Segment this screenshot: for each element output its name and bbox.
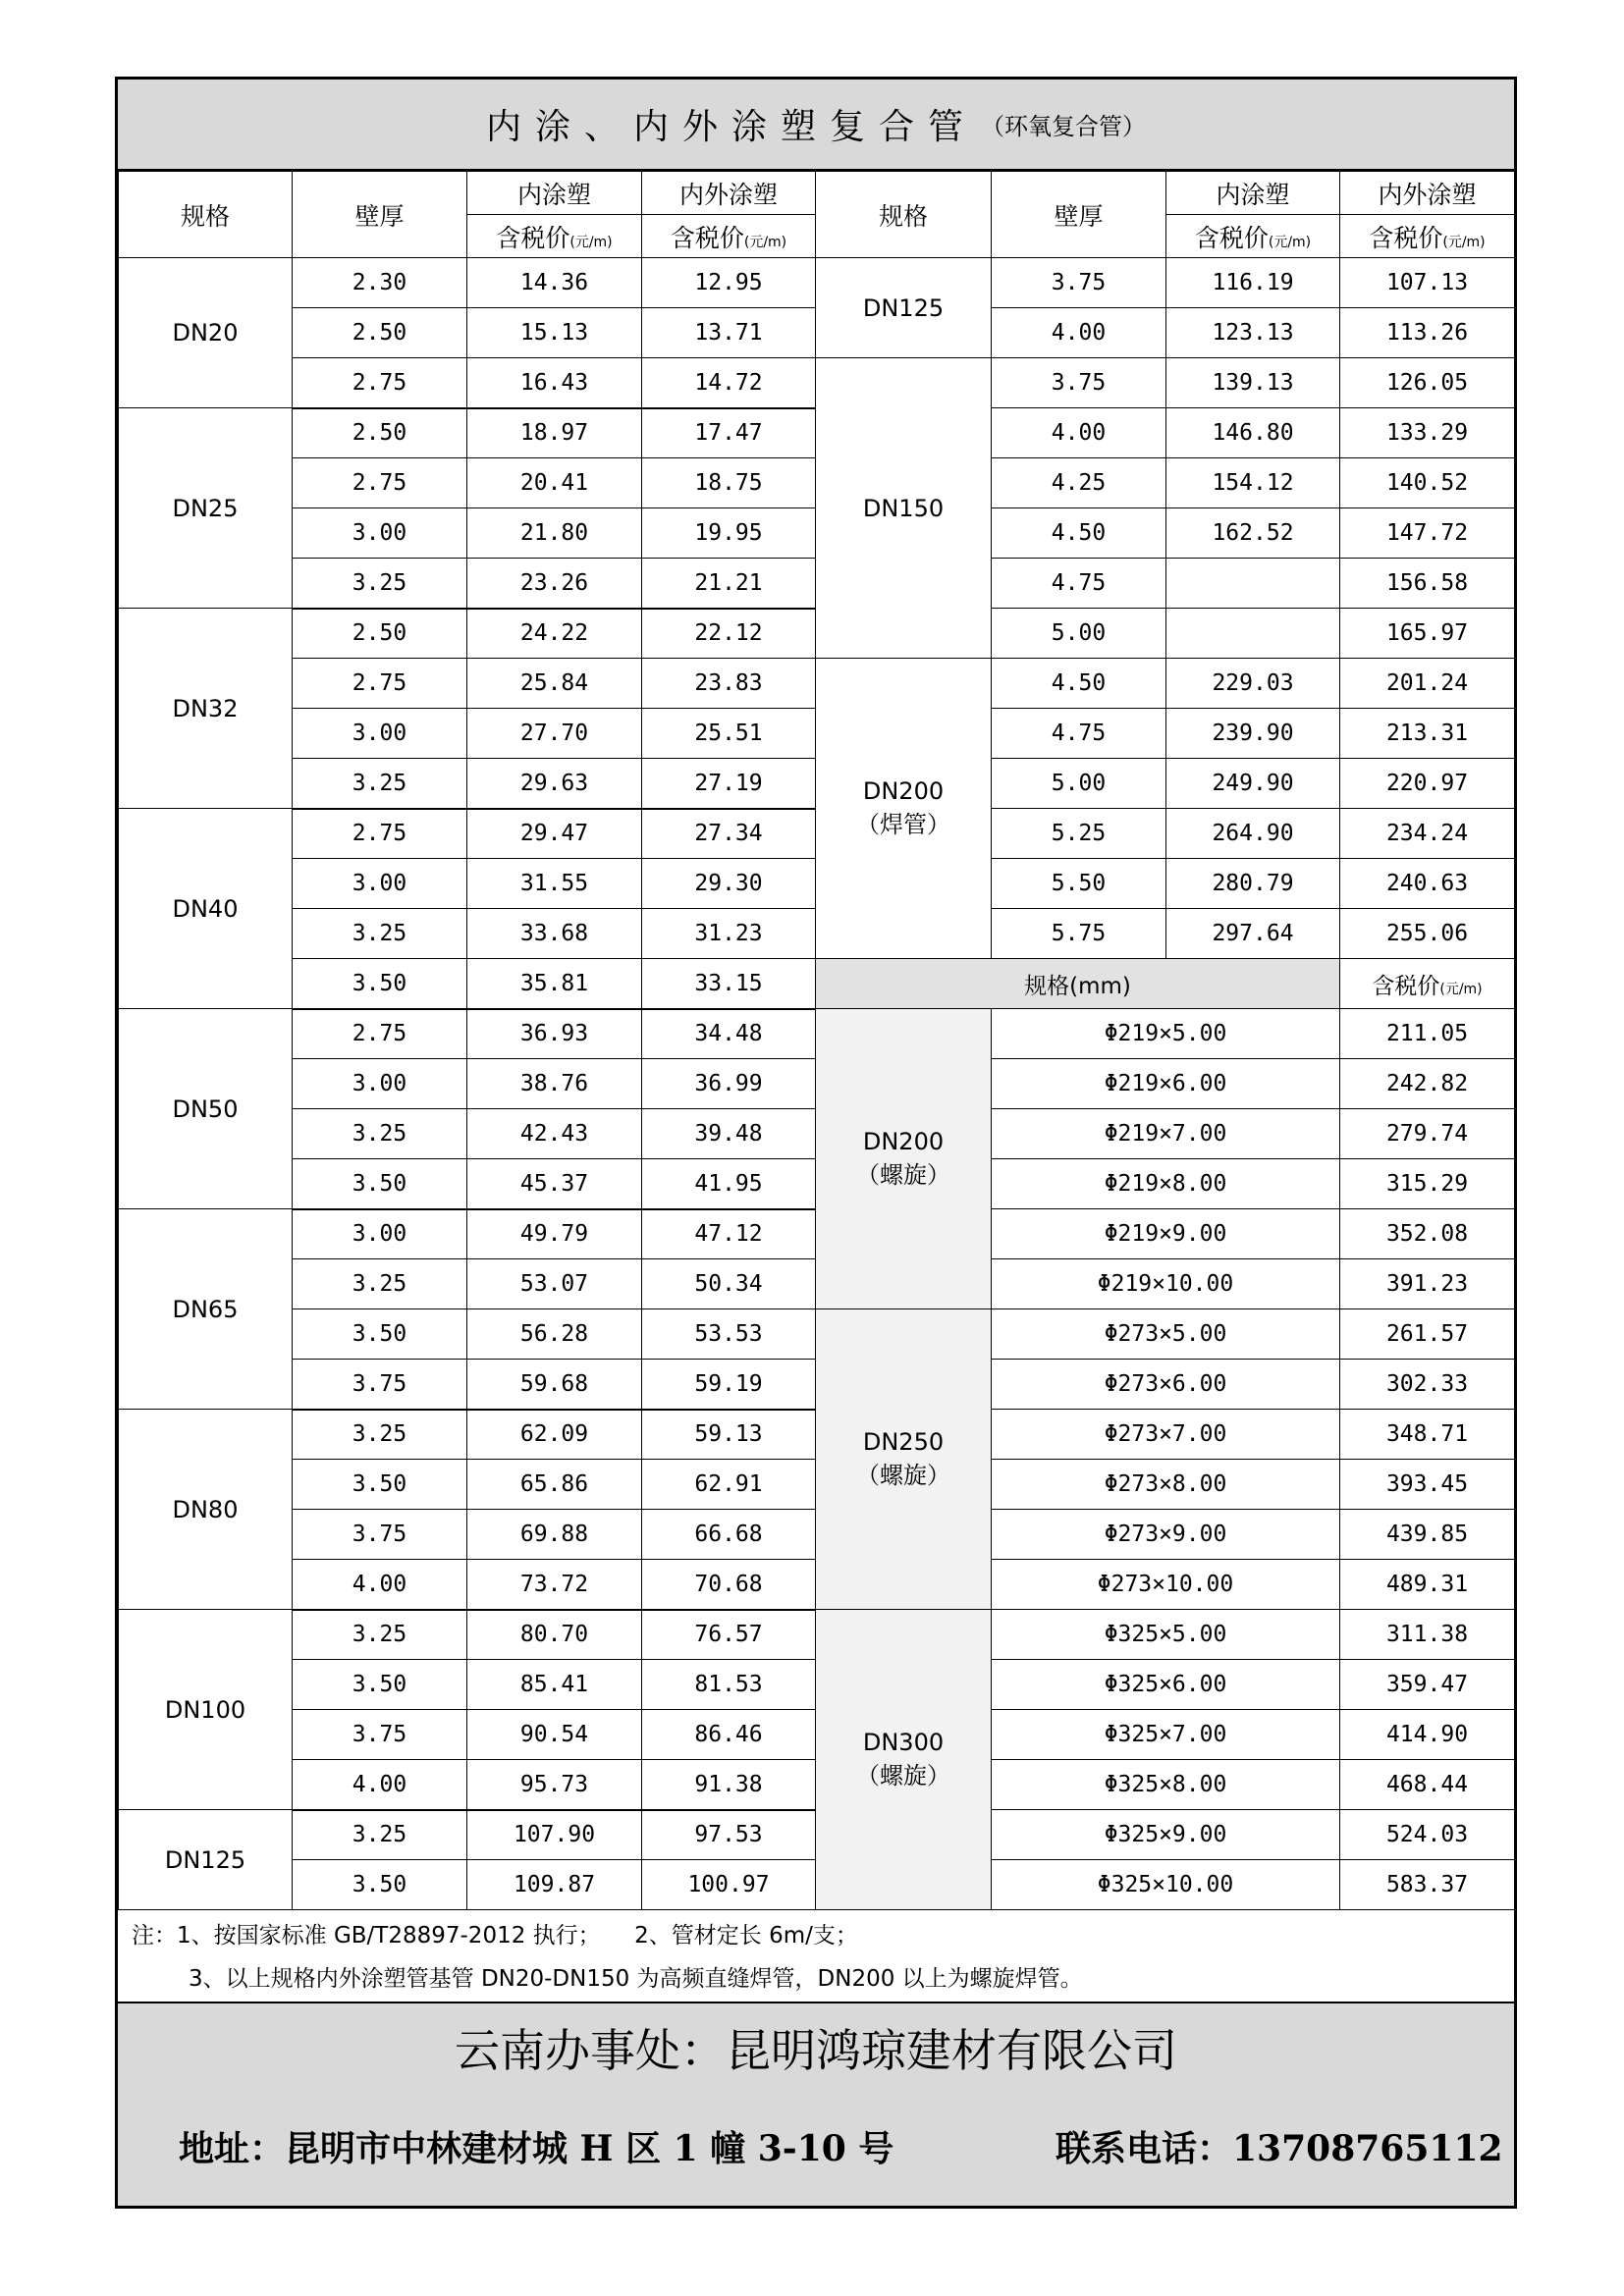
price-inner: 139.13 <box>1166 358 1340 408</box>
header-price-unit: (元/m) <box>743 234 787 250</box>
price: 414.90 <box>1340 1710 1515 1760</box>
wall-thickness: 2.50 <box>293 408 467 458</box>
price-inner: 25.84 <box>467 659 642 709</box>
pipe-spec: Φ273×8.00 <box>992 1460 1340 1510</box>
wall-thickness: 3.25 <box>293 1259 467 1309</box>
price-inner-outer: 147.72 <box>1340 508 1515 559</box>
price-inner-outer: 234.24 <box>1340 809 1515 859</box>
group-label: DN125 <box>816 258 992 358</box>
notes <box>118 1914 1514 2002</box>
wall-thickness: 3.75 <box>992 358 1166 408</box>
price-table <box>118 171 1515 1910</box>
price-inner: 229.03 <box>1166 659 1340 709</box>
price-inner: 29.63 <box>467 759 642 809</box>
price-inner: 14.36 <box>467 258 642 308</box>
pipe-spec: Φ273×6.00 <box>992 1360 1340 1410</box>
wall-thickness: 3.50 <box>293 1309 467 1360</box>
price-inner: 297.64 <box>1166 909 1340 959</box>
wall-thickness: 2.30 <box>293 258 467 308</box>
wall-thickness: 3.50 <box>293 1460 467 1510</box>
price-inner: 65.86 <box>467 1460 642 1510</box>
header-price-label: 含税价 <box>1372 973 1440 999</box>
price: 242.82 <box>1340 1059 1515 1109</box>
wall-thickness: 4.75 <box>992 709 1166 759</box>
wall-thickness: 4.00 <box>992 408 1166 458</box>
group-label: DN40 <box>119 809 293 1009</box>
company-phone: 联系电话：13708765112 <box>1056 2128 1503 2169</box>
wall-thickness: 5.00 <box>992 759 1166 809</box>
price-inner: 42.43 <box>467 1109 642 1159</box>
pipe-spec: Φ273×10.00 <box>992 1560 1340 1610</box>
price-inner: 107.90 <box>467 1810 642 1860</box>
price-inner: 123.13 <box>1166 308 1340 358</box>
price-inner: 16.43 <box>467 358 642 408</box>
header-price <box>1340 959 1515 1009</box>
price-inner: 249.90 <box>1166 759 1340 809</box>
price: 489.31 <box>1340 1560 1515 1610</box>
price-inner: 24.22 <box>467 609 642 659</box>
pipe-spec: Φ325×7.00 <box>992 1710 1340 1760</box>
table-row <box>119 959 1515 1009</box>
price-inner-outer: 23.83 <box>642 659 816 709</box>
price-inner: 18.97 <box>467 408 642 458</box>
wall-thickness: 3.00 <box>293 1209 467 1259</box>
group-label: DN50 <box>119 1009 293 1209</box>
price-inner-outer: 165.97 <box>1340 609 1515 659</box>
pipe-spec: Φ219×9.00 <box>992 1209 1340 1259</box>
wall-thickness: 5.75 <box>992 909 1166 959</box>
price-inner-outer: 31.23 <box>642 909 816 959</box>
header-price-label: 含税价 <box>1369 223 1443 252</box>
price-inner-outer: 41.95 <box>642 1159 816 1209</box>
wall-thickness: 2.75 <box>293 809 467 859</box>
price-inner: 59.68 <box>467 1360 642 1410</box>
pipe-spec: Φ219×6.00 <box>992 1059 1340 1109</box>
price-inner: 35.81 <box>467 959 642 1009</box>
price-inner: 116.19 <box>1166 258 1340 308</box>
price-inner: 95.73 <box>467 1760 642 1810</box>
wall-thickness: 4.50 <box>992 659 1166 709</box>
price-inner: 56.28 <box>467 1309 642 1360</box>
table-row <box>119 1610 1515 1660</box>
wall-thickness: 3.50 <box>293 1159 467 1209</box>
price-inner-outer: 29.30 <box>642 859 816 909</box>
footer <box>118 2002 1514 2206</box>
wall-thickness: 3.00 <box>293 1059 467 1109</box>
group-label: DN80 <box>119 1410 293 1610</box>
company-name: 云南办事处：昆明鸿琼建材有限公司 <box>455 2024 1177 2077</box>
price-inner-outer: 59.19 <box>642 1360 816 1410</box>
price-inner: 69.88 <box>467 1510 642 1560</box>
price: 359.47 <box>1340 1660 1515 1710</box>
wall-thickness: 3.25 <box>293 759 467 809</box>
header-wall: 壁厚 <box>992 172 1166 258</box>
price-inner-outer: 240.63 <box>1340 859 1515 909</box>
table-row <box>119 1009 1515 1059</box>
note-line-2: 3、以上规格内外涂塑管基管 DN20-DN150 为高频直缝焊管，DN200 以上为螺旋焊管。 <box>189 1966 1083 1992</box>
group-label: DN200 （螺旋） <box>816 1009 992 1309</box>
header-inner-outer: 内外涂塑 <box>642 172 816 215</box>
price-inner: 80.70 <box>467 1610 642 1660</box>
price-inner-outer: 201.24 <box>1340 659 1515 709</box>
price-inner-outer: 220.97 <box>1340 759 1515 809</box>
price-inner-outer: 140.52 <box>1340 458 1515 508</box>
price-inner: 36.93 <box>467 1009 642 1059</box>
price-inner: 21.80 <box>467 508 642 559</box>
wall-thickness: 4.00 <box>293 1560 467 1610</box>
price: 393.45 <box>1340 1460 1515 1510</box>
price-inner-outer: 62.91 <box>642 1460 816 1510</box>
header-price-unit: (元/m) <box>569 234 613 250</box>
pipe-spec: Φ273×9.00 <box>992 1510 1340 1560</box>
price-inner-outer: 22.12 <box>642 609 816 659</box>
wall-thickness: 3.25 <box>293 1410 467 1460</box>
price-inner-outer: 27.19 <box>642 759 816 809</box>
price-inner-outer: 13.71 <box>642 308 816 358</box>
price-inner: 49.79 <box>467 1209 642 1259</box>
header-price <box>467 215 642 258</box>
price-inner: 162.52 <box>1166 508 1340 559</box>
price-inner-outer: 81.53 <box>642 1660 816 1710</box>
pipe-spec: Φ219×10.00 <box>992 1259 1340 1309</box>
pipe-spec: Φ219×7.00 <box>992 1109 1340 1159</box>
wall-thickness: 4.00 <box>293 1760 467 1810</box>
price: 439.85 <box>1340 1510 1515 1560</box>
header-inner-outer: 内外涂塑 <box>1340 172 1515 215</box>
price-inner: 62.09 <box>467 1410 642 1460</box>
pipe-spec: Φ219×8.00 <box>992 1159 1340 1209</box>
price-inner-outer: 100.97 <box>642 1860 816 1910</box>
title-band <box>118 80 1514 171</box>
table-row <box>119 659 1515 709</box>
price-inner: 27.70 <box>467 709 642 759</box>
price: 261.57 <box>1340 1309 1515 1360</box>
wall-thickness: 3.50 <box>293 959 467 1009</box>
group-label: DN32 <box>119 609 293 809</box>
price-inner: 20.41 <box>467 458 642 508</box>
wall-thickness: 3.00 <box>293 709 467 759</box>
price: 311.38 <box>1340 1610 1515 1660</box>
price-inner-outer: 12.95 <box>642 258 816 308</box>
price-inner-outer: 21.21 <box>642 559 816 609</box>
pipe-spec: Φ325×8.00 <box>992 1760 1340 1810</box>
wall-thickness: 3.75 <box>293 1510 467 1560</box>
group-label: DN25 <box>119 408 293 609</box>
pipe-spec: Φ273×7.00 <box>992 1410 1340 1460</box>
price-inner: 264.90 <box>1166 809 1340 859</box>
pipe-spec: Φ273×5.00 <box>992 1309 1340 1360</box>
price-inner-outer: 50.34 <box>642 1259 816 1309</box>
wall-thickness: 5.25 <box>992 809 1166 859</box>
price-inner-outer: 91.38 <box>642 1760 816 1810</box>
header-price <box>642 215 816 258</box>
price-inner <box>1166 559 1340 609</box>
price: 391.23 <box>1340 1259 1515 1309</box>
price-inner-outer: 27.34 <box>642 809 816 859</box>
header-inner: 内涂塑 <box>467 172 642 215</box>
wall-thickness: 3.25 <box>293 1610 467 1660</box>
wall-thickness: 3.00 <box>293 859 467 909</box>
wall-thickness: 3.75 <box>293 1710 467 1760</box>
price-inner: 90.54 <box>467 1710 642 1760</box>
price-inner: 53.07 <box>467 1259 642 1309</box>
price-inner <box>1166 609 1340 659</box>
pipe-spec: Φ325×10.00 <box>992 1860 1340 1910</box>
price-inner: 23.26 <box>467 559 642 609</box>
wall-thickness: 2.75 <box>293 1009 467 1059</box>
price-inner-outer: 39.48 <box>642 1109 816 1159</box>
group-label: DN250 （螺旋） <box>816 1309 992 1610</box>
group-label: DN125 <box>119 1810 293 1910</box>
pipe-spec: Φ325×9.00 <box>992 1810 1340 1860</box>
price: 468.44 <box>1340 1760 1515 1810</box>
price-inner-outer: 156.58 <box>1340 559 1515 609</box>
price-inner: 33.68 <box>467 909 642 959</box>
price-inner: 15.13 <box>467 308 642 358</box>
price-inner-outer: 18.75 <box>642 458 816 508</box>
wall-thickness: 3.75 <box>992 258 1166 308</box>
page-subtitle: （环氧复合管） <box>981 113 1146 140</box>
price-sheet <box>115 77 1517 2209</box>
wall-thickness: 3.75 <box>293 1360 467 1410</box>
wall-thickness: 4.75 <box>992 559 1166 609</box>
header-price-label: 含税价 <box>670 223 744 252</box>
header-spec-mm: 规格(mm) <box>816 959 1340 1009</box>
wall-thickness: 4.00 <box>992 308 1166 358</box>
price: 348.71 <box>1340 1410 1515 1460</box>
header-spec: 规格 <box>816 172 992 258</box>
price: 583.37 <box>1340 1860 1515 1910</box>
price: 302.33 <box>1340 1360 1515 1410</box>
group-label: DN65 <box>119 1209 293 1410</box>
price-inner-outer: 25.51 <box>642 709 816 759</box>
group-label: DN150 <box>816 358 992 659</box>
header-price <box>1340 215 1515 258</box>
price: 315.29 <box>1340 1159 1515 1209</box>
price-inner-outer: 86.46 <box>642 1710 816 1760</box>
header-price-unit: (元/m) <box>1268 234 1312 250</box>
company-address: 地址：昆明市中林建材城 H 区 1 幢 3-10 号 <box>179 2128 894 2169</box>
price-inner: 239.90 <box>1166 709 1340 759</box>
wall-thickness: 3.00 <box>293 508 467 559</box>
header-price-label: 含税价 <box>1194 223 1269 252</box>
price-inner-outer: 66.68 <box>642 1510 816 1560</box>
price-inner-outer: 97.53 <box>642 1810 816 1860</box>
wall-thickness: 2.50 <box>293 308 467 358</box>
price-inner: 154.12 <box>1166 458 1340 508</box>
page-title: 内涂、内外涂塑复合管 <box>485 107 977 147</box>
header-row <box>119 172 1515 215</box>
price-inner: 280.79 <box>1166 859 1340 909</box>
header-price <box>1166 215 1340 258</box>
price: 352.08 <box>1340 1209 1515 1259</box>
header-wall: 壁厚 <box>293 172 467 258</box>
group-label: DN300 （螺旋） <box>816 1610 992 1910</box>
wall-thickness: 3.50 <box>293 1860 467 1910</box>
wall-thickness: 2.75 <box>293 358 467 408</box>
table-row <box>119 258 1515 308</box>
price-inner: 45.37 <box>467 1159 642 1209</box>
price-inner-outer: 255.06 <box>1340 909 1515 959</box>
price: 524.03 <box>1340 1810 1515 1860</box>
wall-thickness: 2.75 <box>293 458 467 508</box>
wall-thickness: 3.25 <box>293 559 467 609</box>
pipe-spec: Φ325×5.00 <box>992 1610 1340 1660</box>
price-inner-outer: 36.99 <box>642 1059 816 1109</box>
price-inner-outer: 76.57 <box>642 1610 816 1660</box>
wall-thickness: 3.25 <box>293 1810 467 1860</box>
price-inner-outer: 53.53 <box>642 1309 816 1360</box>
group-label: DN100 <box>119 1610 293 1810</box>
price-inner-outer: 133.29 <box>1340 408 1515 458</box>
price-inner-outer: 47.12 <box>642 1209 816 1259</box>
price: 211.05 <box>1340 1009 1515 1059</box>
wall-thickness: 4.25 <box>992 458 1166 508</box>
price: 279.74 <box>1340 1109 1515 1159</box>
price-inner: 109.87 <box>467 1860 642 1910</box>
wall-thickness: 3.25 <box>293 909 467 959</box>
group-label: DN200 （焊管） <box>816 659 992 959</box>
pipe-spec: Φ325×6.00 <box>992 1660 1340 1710</box>
price-inner-outer: 113.26 <box>1340 308 1515 358</box>
price-inner-outer: 19.95 <box>642 508 816 559</box>
header-price-unit: (元/m) <box>1442 234 1486 250</box>
price-inner: 31.55 <box>467 859 642 909</box>
price-inner-outer: 213.31 <box>1340 709 1515 759</box>
price-inner-outer: 126.05 <box>1340 358 1515 408</box>
note-line-1: 注：1、按国家标准 GB/T28897-2012 执行； 2、管材定长 6m/支； <box>132 1923 858 1949</box>
wall-thickness: 2.50 <box>293 609 467 659</box>
wall-thickness: 3.25 <box>293 1109 467 1159</box>
wall-thickness: 3.50 <box>293 1660 467 1710</box>
wall-thickness: 2.75 <box>293 659 467 709</box>
price-inner-outer: 107.13 <box>1340 258 1515 308</box>
header-price-unit: (元/m) <box>1439 981 1483 997</box>
price-inner: 38.76 <box>467 1059 642 1109</box>
price-inner-outer: 33.15 <box>642 959 816 1009</box>
price-inner: 73.72 <box>467 1560 642 1610</box>
price-inner-outer: 17.47 <box>642 408 816 458</box>
price-inner-outer: 59.13 <box>642 1410 816 1460</box>
group-label: DN20 <box>119 258 293 408</box>
header-price-label: 含税价 <box>496 223 570 252</box>
wall-thickness: 5.50 <box>992 859 1166 909</box>
price-inner-outer: 34.48 <box>642 1009 816 1059</box>
price-inner: 85.41 <box>467 1660 642 1710</box>
header-inner: 内涂塑 <box>1166 172 1340 215</box>
price-inner-outer: 14.72 <box>642 358 816 408</box>
price-inner: 146.80 <box>1166 408 1340 458</box>
header-spec: 规格 <box>119 172 293 258</box>
wall-thickness: 4.50 <box>992 508 1166 559</box>
table-row <box>119 1309 1515 1360</box>
price-inner: 29.47 <box>467 809 642 859</box>
wall-thickness: 5.00 <box>992 609 1166 659</box>
price-inner-outer: 70.68 <box>642 1560 816 1610</box>
table-row <box>119 358 1515 408</box>
pipe-spec: Φ219×5.00 <box>992 1009 1340 1059</box>
